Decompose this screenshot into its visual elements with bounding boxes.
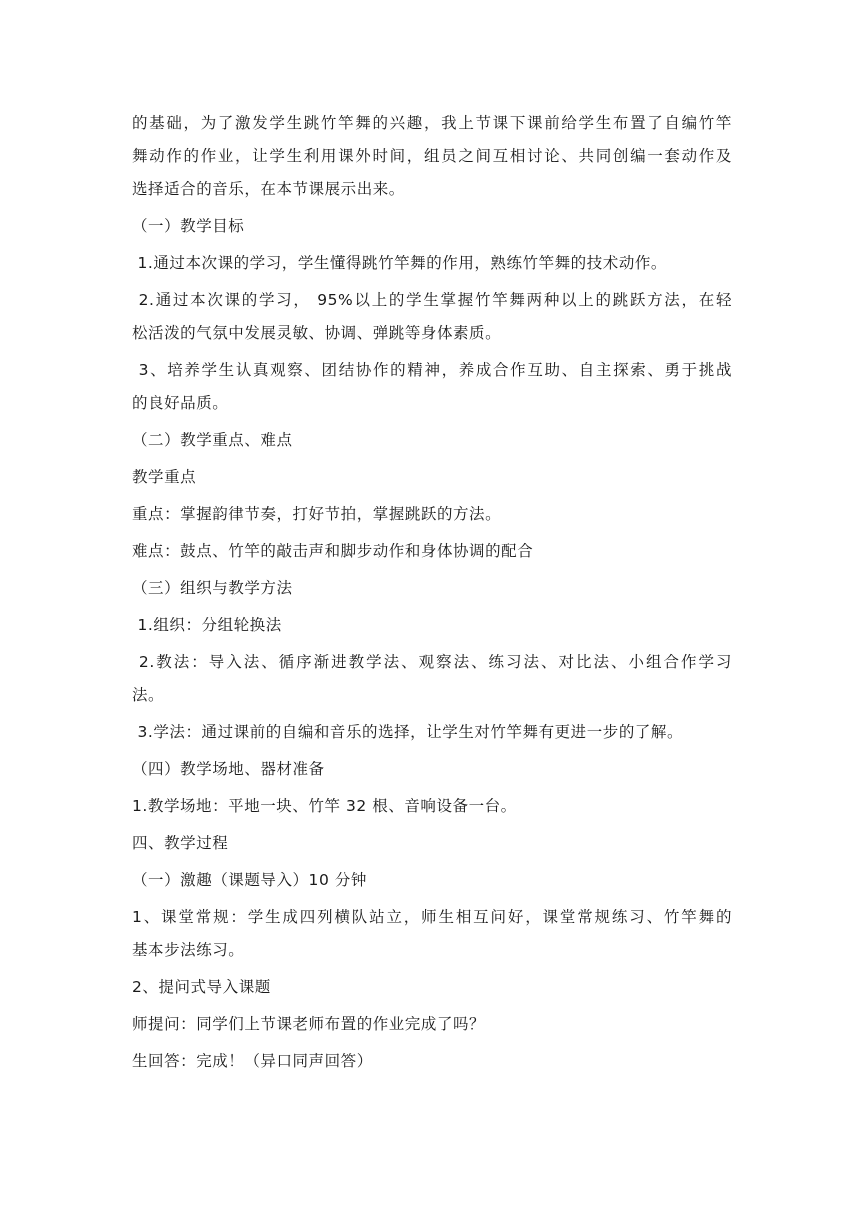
section-heading-teaching-process: 四、教学过程 xyxy=(132,834,229,852)
process-question-intro: 2、提问式导入课题 xyxy=(132,978,271,996)
paragraph-intro-line-2: 舞动作的作业，让学生利用课外时间，组员之间互相讨论、共同创编一套动作及 xyxy=(132,147,732,165)
process-step-heading-1: （一）激趣（课题导入）10 分钟 xyxy=(132,871,367,889)
document-body xyxy=(132,114,732,1070)
venue-item-1: 1.教学场地：平地一块、竹竿 32 根、音响设备一台。 xyxy=(132,797,517,815)
method-organization: 1.组织：分组轮换法 xyxy=(132,616,282,634)
teacher-question: 师提问：同学们上节课老师布置的作业完成了吗？ xyxy=(132,1015,486,1033)
section-heading-methods: （三）组织与教学方法 xyxy=(132,579,293,597)
key-points-label: 教学重点 xyxy=(132,468,197,486)
method-teaching-line-2: 法。 xyxy=(132,686,165,704)
section-heading-teaching-goals: （一）教学目标 xyxy=(132,217,245,235)
paragraph-intro-line-3: 选择适合的音乐，在本节课展示出来。 xyxy=(132,180,405,198)
goal-item-3-line-2: 的良好品质。 xyxy=(132,394,229,412)
method-learning: 3.学法：通过课前的自编和音乐的选择，让学生对竹竿舞有更进一步的了解。 xyxy=(132,723,684,741)
goal-item-2-line-2: 松活泼的气氛中发展灵敏、协调、弹跳等身体素质。 xyxy=(132,324,502,342)
key-point-difficulty: 难点：鼓点、竹竿的敲击声和脚步动作和身体协调的配合 xyxy=(132,542,534,560)
paragraph-intro-line-1: 的基础，为了激发学生跳竹竿舞的兴趣，我上节课下课前给学生布置了自编竹竿 xyxy=(132,114,732,132)
goal-item-1: 1.通过本次课的学习，学生懂得跳竹竿舞的作用，熟练竹竿舞的技术动作。 xyxy=(132,254,667,272)
section-heading-venue-equipment: （四）教学场地、器材准备 xyxy=(132,760,325,778)
key-point-focus: 重点：掌握韵律节奏，打好节拍，掌握跳跃的方法。 xyxy=(132,505,502,523)
goal-item-2-line-1: 2.通过本次课的学习， 95%以上的学生掌握竹竿舞两种以上的跳跃方法，在轻 xyxy=(132,291,732,309)
process-routine-line-2: 基本步法练习。 xyxy=(132,941,245,959)
goal-item-3-line-1: 3、培养学生认真观察、团结协作的精神，养成合作互助、自主探索、勇于挑战 xyxy=(132,361,732,379)
method-teaching-line-1: 2.教法：导入法、循序渐进教学法、观察法、练习法、对比法、小组合作学习 xyxy=(132,653,732,671)
process-routine-line-1: 1、课堂常规：学生成四列横队站立，师生相互问好，课堂常规练习、竹竿舞的 xyxy=(132,908,732,926)
section-heading-key-points: （二）教学重点、难点 xyxy=(132,431,293,449)
student-answer: 生回答：完成！（异口同声回答） xyxy=(132,1052,373,1070)
